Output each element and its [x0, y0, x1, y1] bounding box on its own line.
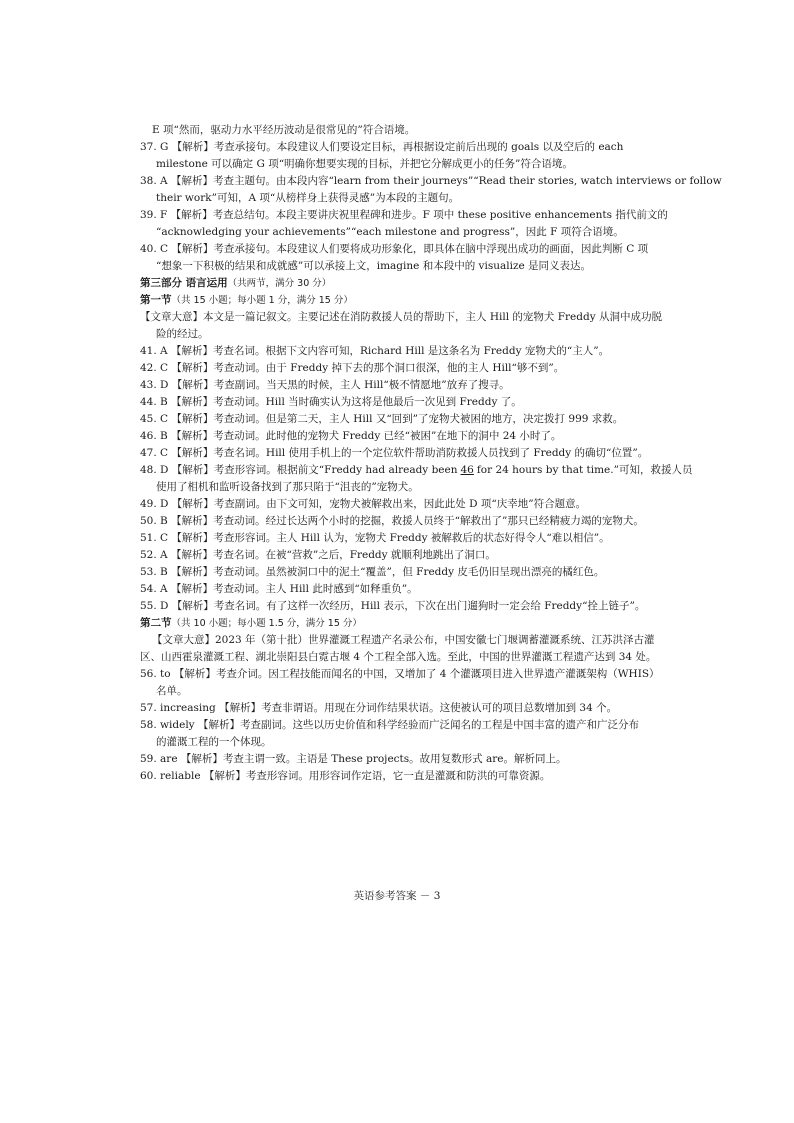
- section-two-title: 第二节: [140, 617, 172, 629]
- answer-43: 43. D 【解析】考查副词。当天黑的时候，主人 Hill“极不情愿地”放弃了搜寻。: [140, 379, 510, 391]
- answer-40: 40. C 【解析】考查承接句。本段建议人们要将成功形象化，即具体在脑中浮现出成功的画面，因此判断 C 项: [140, 243, 649, 255]
- answer-57: 57. increasing 【解析】考查非谓语。用现在分词作结果状语。这使被认可的项目总数增加到 34 个。: [140, 702, 618, 714]
- answer-39: 39. F 【解析】考查总结句。本段主要讲庆祝里程碑和进步。F 项中 these positive enhancements 指代前文的: [140, 209, 668, 221]
- section-one-summary-continuation: 险的经过。: [156, 328, 209, 340]
- answer-60: 60. reliable 【解析】考查形容词。用形容词作定语，它一直是灌溉和防洪的可靠资源。: [140, 770, 551, 782]
- answer-39-continuation: “acknowledging your achievements”“each milestone and progress”，因此 F 项符合语境。: [156, 226, 624, 238]
- answer-36-continuation: E 项“然而，驱动力水平经历波动是很常见的”符合语境。: [152, 124, 416, 136]
- answer-46: 46. B 【解析】考查动词。此时他的宠物犬 Freddy 已经“被困”在地下的洞中 24 小时了。: [140, 430, 562, 442]
- answer-56: 56. to 【解析】考查介词。因工程技能而闻名的中国，又增加了 4 个灌溉项目进入世界遗产灌溉架构（WHIS）: [140, 668, 660, 680]
- answer-56-continuation: 名单。: [156, 685, 188, 697]
- answer-47: 47. C 【解析】考查名词。Hill 使用手机上的一个定位软件帮助消防救援人员找到了 Freddy 的确切“位置”。: [140, 447, 649, 459]
- answer-38: 38. A 【解析】考查主题句。由本段内容“learn from their journeys”“Read their stories, watch interviews or follow: [140, 175, 722, 187]
- answer-37: 37. G 【解析】考查承接句。本段建议人们要设定目标，再根据设定前后出现的 goals 以及空后的 each: [140, 141, 624, 153]
- section-one-title: 第一节: [140, 294, 172, 306]
- answer-50: 50. B 【解析】考查动词。经过长达两个小时的挖掘，救援人员终于“解救出了”那只已经精疲力竭的宠物犬。: [140, 515, 644, 527]
- answer-45: 45. C 【解析】考查动词。但是第二天，主人 Hill 又“回到”了宠物犬被困的地方，决定拨打 999 求救。: [140, 413, 624, 425]
- section-two-summary: 【文章大意】2023 年（第十批）世界灌溉工程遗产名录公布，中国安徽七门堰调蓄灌溉系统、江苏洪泽古灌: [152, 634, 655, 646]
- answer-53: 53. B 【解析】考查动词。虽然被洞口中的泥土“覆盖”，但 Freddy 皮毛仍旧呈现出漂亮的橘红色。: [140, 566, 605, 578]
- answer-58: 58. widely 【解析】考查副词。这些以历史价值和科学经验而广泛闻名的工程是中国丰富的遗产和广泛分布: [140, 719, 639, 731]
- answer-48-text-start: 48. D 【解析】考查形容词。根据前文“Freddy had already been: [140, 464, 458, 476]
- answer-42: 42. C 【解析】考查动词。由于 Freddy 掉下去的那个洞口很深，他的主人 Hill“够不到”。: [140, 362, 565, 374]
- section-two-summary-continuation: 区、山西霍泉灌溉工程、湖北崇阳县白霓古堰 4 个工程全部入选。至此，中国的世界灌溉工程遗产达到 34 处。: [140, 651, 657, 663]
- section-one-note: （共 15 小题；每小题 1 分，满分 15 分）: [171, 295, 353, 306]
- answer-40-continuation: “想象一下积极的结果和成就感”可以承接上文，imagine 和本段中的 visualize 是同义表达。: [156, 260, 592, 272]
- part-three-heading: [140, 275, 662, 292]
- answer-37-continuation: milestone 可以确定 G 项“明确你想要实现的目标，并把它分解成更小的任务”符合语境。: [156, 158, 573, 170]
- section-two-note: （共 10 小题；每小题 1.5 分，满分 15 分）: [171, 618, 362, 629]
- answer-48: [140, 462, 693, 479]
- answer-52: 52. A 【解析】考查名词。在被“营救”之后，Freddy 就顺利地跳出了洞口。: [140, 549, 496, 561]
- answer-41: 41. A 【解析】考查名词。根据下文内容可知，Richard Hill 是这条名为 Freddy 宠物犬的“主人”。: [140, 345, 610, 357]
- answer-51: 51. C 【解析】考查形容词。主人 Hill 认为，宠物犬 Freddy 被解救后的状态好得令人“难以相信”。: [140, 532, 610, 544]
- page-footer: 英语参考答案 － 3: [353, 890, 441, 902]
- answer-48-text-end: for 24 hours by that time.”可知，救援人员: [476, 464, 693, 476]
- section-two-heading: [140, 615, 662, 632]
- answer-38-continuation: their work”可知，A 项“从榜样身上获得灵感”为本段的主题句。: [156, 192, 460, 204]
- section-one-heading: [140, 292, 662, 309]
- part-three-title: 第三部分 语言运用: [140, 277, 228, 289]
- section-one-summary: 【文章大意】本文是一篇记叙文。主要记述在消防救援人员的帮助下，主人 Hill 的宠物犬 Freddy 从洞中成功脱: [140, 311, 662, 323]
- answer-49: 49. D 【解析】考查副词。由下文可知，宠物犬被解救出来，因此此处 D 项“庆幸地”符合题意。: [140, 498, 587, 510]
- answer-54: 54. A 【解析】考查动词。主人 Hill 此时感到“如释重负”。: [140, 583, 418, 595]
- answer-44: 44. B 【解析】考查动词。Hill 当时确实认为这将是他最后一次见到 Freddy 了。: [140, 396, 522, 408]
- answer-48-continuation: 使用了相机和监听设备找到了那只陷于“沮丧的”宠物犬。: [156, 481, 419, 493]
- blank-46-underline: 46: [460, 464, 474, 476]
- answer-55: 55. D 【解析】考查名词。有了这样一次经历，Hill 表示，下次在出门遛狗时一定会给 Freddy“拴上链子”。: [140, 600, 646, 612]
- answer-59: 59. are 【解析】考查主谓一致。主语是 These projects。故用复数形式 are。解析同上。: [140, 753, 567, 765]
- answer-content: [140, 122, 722, 785]
- answer-58-continuation: 的灌溉工程的一个体现。: [156, 736, 272, 748]
- part-three-note: （共两节，满分 30 分）: [227, 278, 332, 289]
